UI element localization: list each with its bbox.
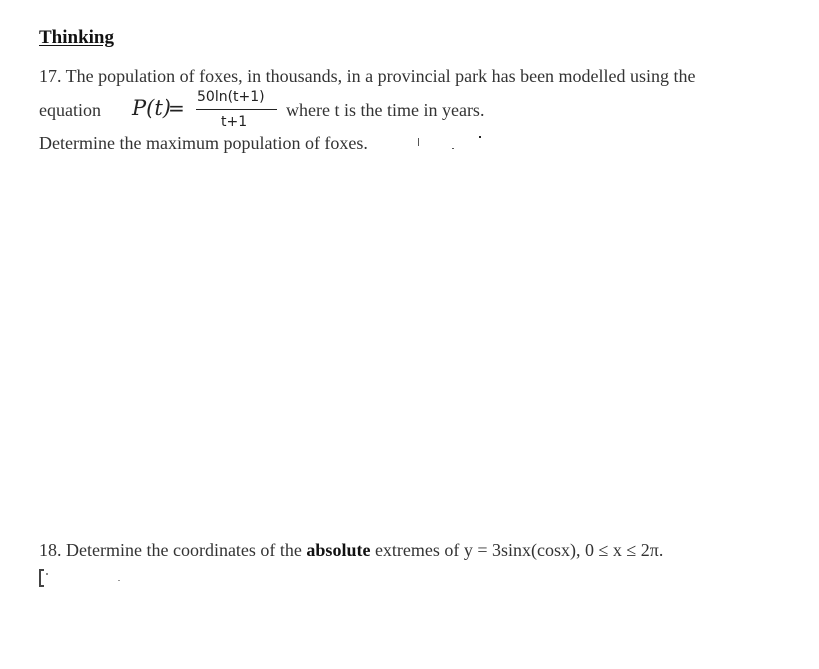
q17-line-3: Determine the maximum population of foxes. (39, 133, 368, 153)
q17-equation-lhs: P(t) (132, 96, 171, 120)
q18-prefix: 18. Determine the coordinates of the (39, 540, 302, 560)
q18-line (39, 540, 663, 561)
section-heading: Thinking (39, 27, 114, 48)
q17-fraction-numerator: 50ln(t+1) (197, 89, 265, 105)
answer-mark-bracket (39, 569, 44, 587)
scan-artifact (118, 580, 120, 581)
q17-equation-lead: equation (39, 100, 101, 120)
q17-fraction-bar (196, 109, 277, 110)
q17-line-1: 17. The population of foxes, in thousands, in a provincial park has been modelled using the (39, 66, 696, 86)
q18-suffix: extremes of y = 3sinx(cosx), 0 ≤ x ≤ 2π. (374, 540, 664, 560)
q17-fraction-denominator: t+1 (221, 114, 248, 130)
q18-bold-word: absolute (306, 540, 371, 560)
q17-equals-sign: = (168, 96, 185, 120)
scan-artifact (46, 573, 48, 575)
scan-artifact (418, 138, 419, 146)
scan-artifact (479, 136, 481, 138)
q17-equation-tail: where t is the time in years. (286, 100, 485, 120)
scan-artifact (452, 148, 454, 149)
